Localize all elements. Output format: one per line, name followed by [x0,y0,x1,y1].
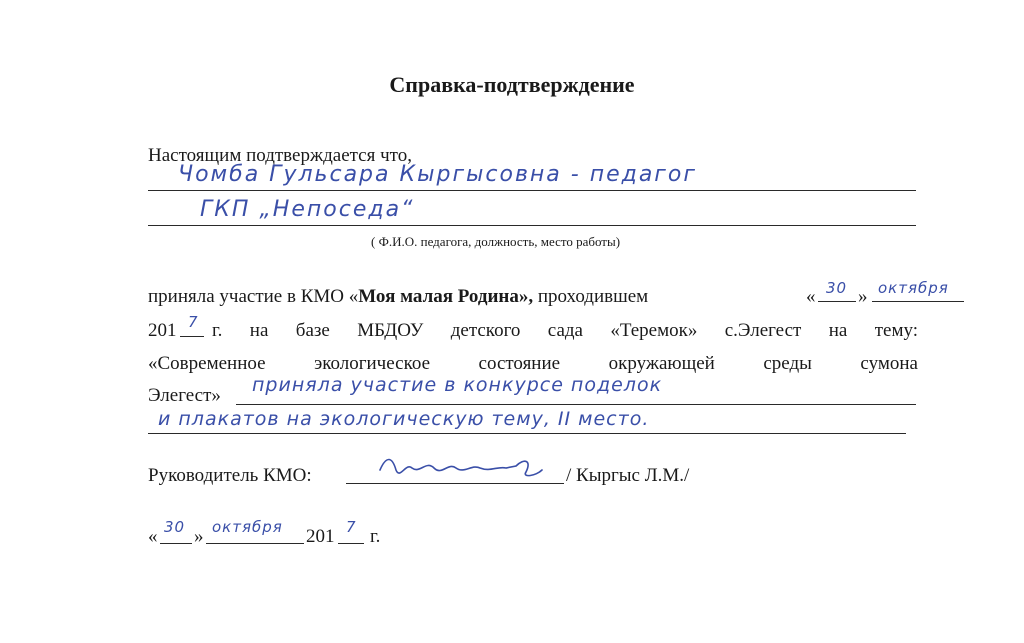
date1-open-quote: « [806,286,816,307]
handwritten-result-line2: и плакатов на экологическую тему, II место. [158,408,650,430]
date1-month-underline [872,301,964,302]
handwritten-name-line2: ГКП „Непоседа“ [200,197,415,222]
date2-open-quote: « [148,526,158,547]
document-title: Справка-подтверждение [389,72,635,97]
year-digit: 7 [188,313,199,331]
venue-text: г. на базе МБДОУ детского сада «Теремок» с.Элегест на тему: [212,320,918,341]
date2-day-underline [160,543,192,544]
year-prefix: 201 [148,320,177,341]
date2-month: октября [212,518,283,536]
date1-month: октября [878,279,949,297]
date2-year-prefix: 201 [306,526,335,547]
field-caption: ( Ф.И.О. педагога, должность, место работы) [371,234,621,249]
year-digit-underline [180,336,204,337]
date2-suffix: г. [370,526,381,547]
event-name: Моя малая Родина», [358,286,534,307]
signature-drawing [376,452,546,484]
date1-day-underline [818,301,856,302]
date1-day: 30 [826,279,848,297]
date2-month-underline [206,543,304,544]
topic-text: «Современное экологическое состояние окружающей среды сумона [148,353,918,374]
date2-year-underline [338,543,364,544]
signer-name: / Кыргыс Л.М./ [566,465,690,486]
venue-line [212,320,918,342]
name-underline-1 [148,190,916,191]
name-underline-2 [148,225,916,226]
participation-suffix: проходившем [537,286,649,307]
result-underline-2 [148,433,906,434]
signature-mark [376,452,546,484]
date2-close-quote: » [194,526,204,547]
result-underline-1 [236,404,916,405]
topic-end: Элегест» [148,385,221,406]
handwritten-name-line1: Чомба Гульсара Кыргысовна - педагог [178,162,697,187]
topic-line [148,353,918,375]
intro-text: Настоящим подтверждается что, [148,145,412,166]
date1-close-quote: » [858,286,868,307]
handwritten-result-line1: приняла участие в конкурсе поделок [252,374,663,396]
participation-prefix: приняла участие в КМО « [148,286,359,307]
date2-year-digit: 7 [346,518,357,536]
participation-line [148,286,648,308]
signature-label: Руководитель КМО: [148,465,312,486]
date2-day: 30 [164,518,186,536]
